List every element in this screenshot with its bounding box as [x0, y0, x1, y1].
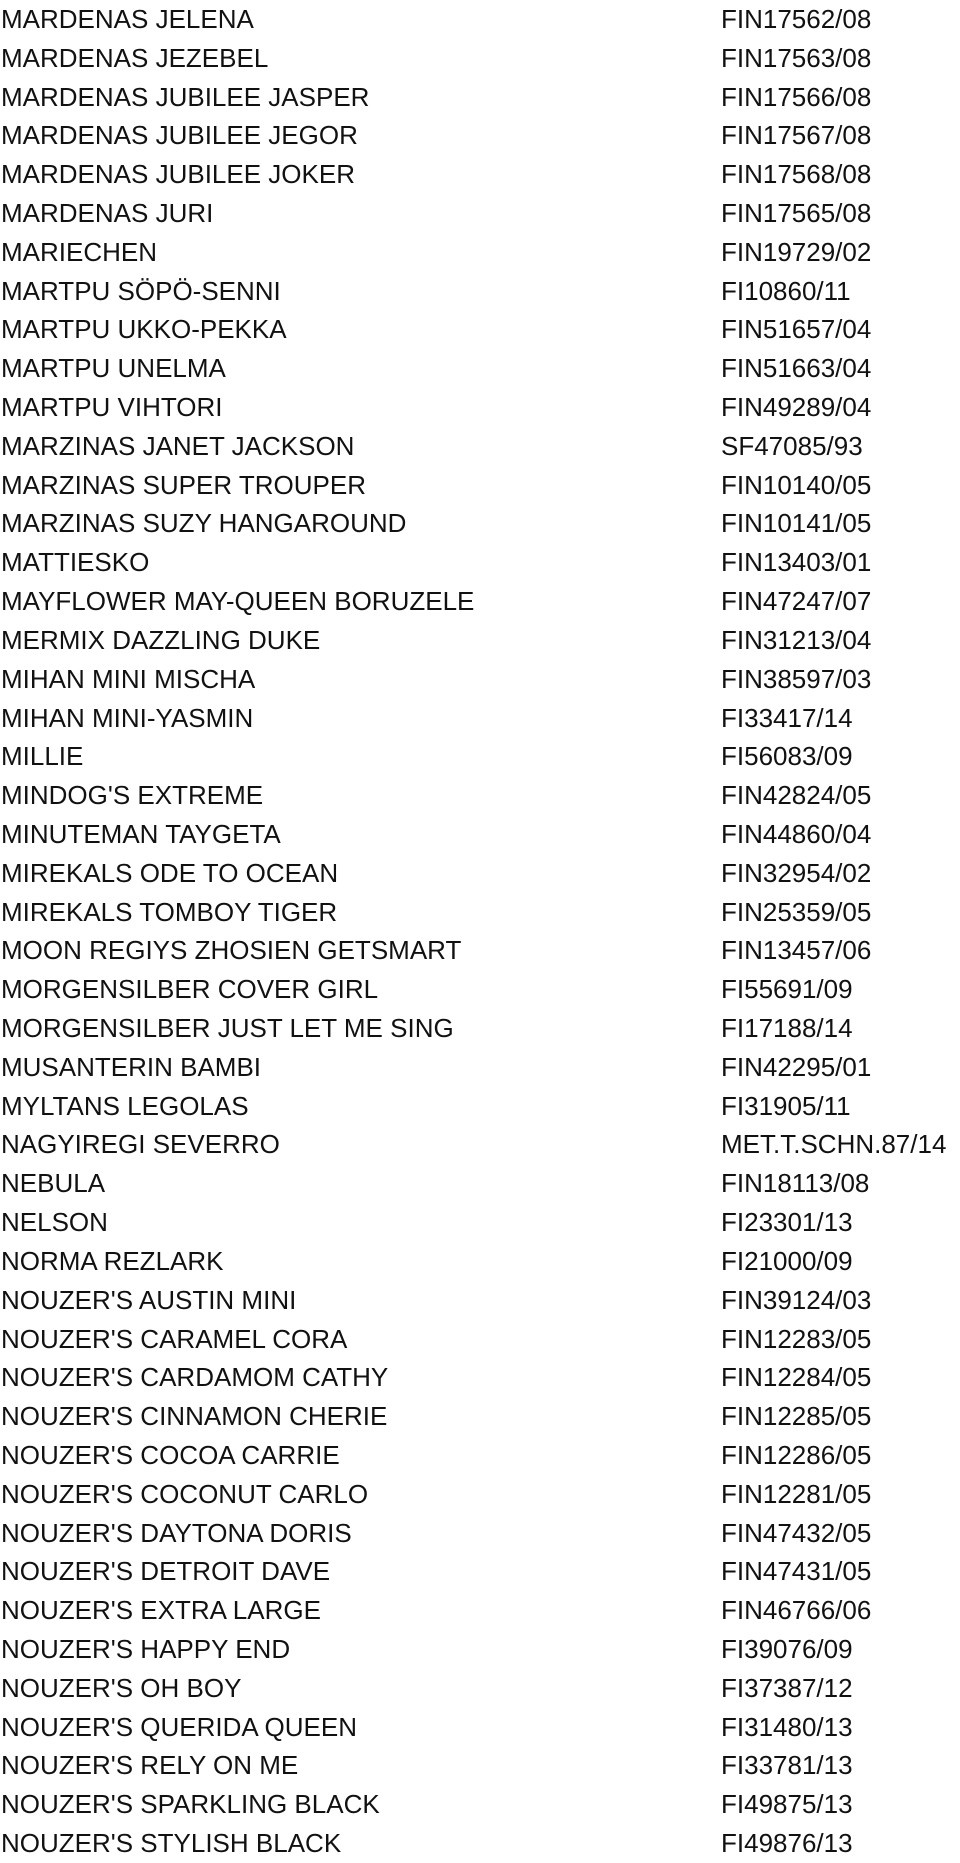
- list-item: [0, 466, 960, 505]
- registration-number: FIN19729/02: [721, 236, 872, 267]
- list-item: [0, 660, 960, 699]
- dog-name: MIHAN MINI-YASMIN: [1, 702, 254, 733]
- registration-number: FIN10140/05: [721, 469, 872, 500]
- list-item: [0, 1048, 960, 1087]
- list-item: [0, 311, 960, 350]
- list-item: [0, 1203, 960, 1242]
- list-item: [0, 427, 960, 466]
- list-item: [0, 1475, 960, 1514]
- dog-name: MILLIE: [1, 741, 84, 772]
- list-item: [0, 0, 960, 39]
- dog-name: MUSANTERIN BAMBI: [1, 1051, 262, 1082]
- registration-number: FIN17568/08: [721, 159, 872, 190]
- dog-name: MARZINAS SUZY HANGAROUND: [1, 508, 407, 539]
- list-item: [0, 582, 960, 621]
- dog-name: NAGYIREGI SEVERRO: [1, 1129, 280, 1160]
- dog-name: MIREKALS TOMBOY TIGER: [1, 896, 338, 927]
- dog-name: NOUZER'S CINNAMON CHERIE: [1, 1401, 388, 1432]
- dog-name: MIHAN MINI MISCHA: [1, 663, 256, 694]
- registration-number: FI31905/11: [721, 1090, 851, 1121]
- dog-name: MORGENSILBER JUST LET ME SING: [1, 1013, 454, 1044]
- list-item: [0, 39, 960, 78]
- list-item: [0, 854, 960, 893]
- registration-number: FIN18113/08: [721, 1168, 870, 1199]
- list-item: [0, 1669, 960, 1708]
- dog-name: MAYFLOWER MAY-QUEEN BORUZELE: [1, 586, 475, 617]
- dog-name: NOUZER'S HAPPY END: [1, 1634, 291, 1665]
- registration-number: FIN12286/05: [721, 1439, 872, 1470]
- dog-name: MATTIESKO: [1, 547, 150, 578]
- list-item: [0, 621, 960, 660]
- list-item: [0, 1320, 960, 1359]
- registration-number: FI31480/13: [721, 1711, 853, 1742]
- list-item: [0, 699, 960, 738]
- registration-number: FIN13403/01: [721, 547, 872, 578]
- dog-name: MINUTEMAN TAYGETA: [1, 818, 281, 849]
- registration-number: FIN17565/08: [721, 197, 872, 228]
- registration-number: FI33781/13: [721, 1750, 853, 1781]
- list-item: [0, 893, 960, 932]
- dog-name: NOUZER'S OH BOY: [1, 1672, 242, 1703]
- registration-number: FIN31213/04: [721, 624, 872, 655]
- dog-name: MARTPU UKKO-PEKKA: [1, 314, 287, 345]
- registration-number: FIN17567/08: [721, 120, 872, 151]
- list-item: [0, 1358, 960, 1397]
- registration-number: FI17188/14: [721, 1013, 853, 1044]
- dog-name: NOUZER'S STYLISH BLACK: [1, 1828, 342, 1859]
- dog-name: NOUZER'S CARAMEL CORA: [1, 1323, 348, 1354]
- registration-number: FIN51657/04: [721, 314, 872, 345]
- registration-number: FIN46766/06: [721, 1595, 872, 1626]
- registration-number: FI21000/09: [721, 1245, 853, 1276]
- dog-name: MARDENAS JUBILEE JEGOR: [1, 120, 358, 151]
- dog-name: MOON REGIYS ZHOSIEN GETSMART: [1, 935, 462, 966]
- list-item: [0, 815, 960, 854]
- dog-name: MARIECHEN: [1, 236, 158, 267]
- registration-number: FIN17562/08: [721, 3, 872, 34]
- dog-name: MERMIX DAZZLING DUKE: [1, 624, 321, 655]
- registration-number: FI49876/13: [721, 1828, 853, 1859]
- list-item: [0, 1242, 960, 1281]
- list-item: [0, 1281, 960, 1320]
- list-item: [0, 272, 960, 311]
- registration-number: FI37387/12: [721, 1672, 853, 1703]
- dog-name: NOUZER'S RELY ON ME: [1, 1750, 299, 1781]
- dog-name: MINDOG'S EXTREME: [1, 780, 264, 811]
- dog-name: NOUZER'S COCONUT CARLO: [1, 1478, 369, 1509]
- list-item: [0, 1164, 960, 1203]
- registration-number: FIN12285/05: [721, 1401, 872, 1432]
- dog-name: MARTPU UNELMA: [1, 353, 226, 384]
- list-item: [0, 78, 960, 117]
- list-item: [0, 543, 960, 582]
- list-item: [0, 1514, 960, 1553]
- dog-name: MARTPU VIHTORI: [1, 392, 223, 423]
- registration-number: FIN42824/05: [721, 780, 872, 811]
- dog-name: NOUZER'S QUERIDA QUEEN: [1, 1711, 358, 1742]
- list-item: [0, 388, 960, 427]
- dog-name: MARZINAS JANET JACKSON: [1, 430, 355, 461]
- dog-name: NOUZER'S AUSTIN MINI: [1, 1284, 297, 1315]
- list-item: [0, 1824, 960, 1863]
- registration-number: FI10860/11: [721, 275, 851, 306]
- registration-number: FIN47247/07: [721, 586, 872, 617]
- registration-number: FIN39124/03: [721, 1284, 872, 1315]
- registration-number: SF47085/93: [721, 430, 863, 461]
- list-item: [0, 1591, 960, 1630]
- dog-name: NOUZER'S CARDAMOM CATHY: [1, 1362, 389, 1393]
- registration-number: FIN32954/02: [721, 857, 872, 888]
- dog-name: MYLTANS LEGOLAS: [1, 1090, 249, 1121]
- list-item: [0, 505, 960, 544]
- dog-name: NOUZER'S COCOA CARRIE: [1, 1439, 340, 1470]
- list-item: [0, 1009, 960, 1048]
- dog-name: NORMA REZLARK: [1, 1245, 224, 1276]
- list-item: [0, 1087, 960, 1126]
- dog-name: MARDENAS JEZEBEL: [1, 42, 269, 73]
- registration-number: FI23301/13: [721, 1207, 853, 1238]
- registration-number: FI33417/14: [721, 702, 853, 733]
- list-item: [0, 1747, 960, 1786]
- registration-number: FI55691/09: [721, 974, 853, 1005]
- dog-name: MARDENAS JURI: [1, 197, 214, 228]
- list-item: [0, 116, 960, 155]
- registration-number: FIN38597/03: [721, 663, 872, 694]
- dog-name: MORGENSILBER COVER GIRL: [1, 974, 379, 1005]
- list-item: [0, 349, 960, 388]
- registration-number: FIN13457/06: [721, 935, 872, 966]
- list-item: [0, 1397, 960, 1436]
- registration-number: FIN47432/05: [721, 1517, 872, 1548]
- registration-number: FI39076/09: [721, 1634, 853, 1665]
- registration-number: FIN12283/05: [721, 1323, 872, 1354]
- list-item: [0, 194, 960, 233]
- list-item: [0, 1630, 960, 1669]
- dog-name: NEBULA: [1, 1168, 106, 1199]
- registration-number: FIN17566/08: [721, 81, 872, 112]
- registration-number: FIN12284/05: [721, 1362, 872, 1393]
- dog-name: NOUZER'S DETROIT DAVE: [1, 1556, 331, 1587]
- registration-number: FIN49289/04: [721, 392, 872, 423]
- dog-name: MARDENAS JUBILEE JASPER: [1, 81, 370, 112]
- list-item: [0, 155, 960, 194]
- list-item: [0, 1785, 960, 1824]
- dog-name: MIREKALS ODE TO OCEAN: [1, 857, 339, 888]
- list-item: [0, 1708, 960, 1747]
- dog-name: MARTPU SÖPÖ-SENNI: [1, 275, 281, 306]
- list-item: [0, 970, 960, 1009]
- dog-name: MARZINAS SUPER TROUPER: [1, 469, 367, 500]
- registration-number: FIN44860/04: [721, 818, 872, 849]
- registration-number: FIN12281/05: [721, 1478, 872, 1509]
- registration-number: FIN10141/05: [721, 508, 872, 539]
- list-item: [0, 737, 960, 776]
- dog-name: NOUZER'S EXTRA LARGE: [1, 1595, 321, 1626]
- list-item: [0, 1553, 960, 1592]
- dog-name: NELSON: [1, 1207, 108, 1238]
- registration-number: MET.T.SCHN.87/14: [721, 1129, 947, 1160]
- registration-number: FI56083/09: [721, 741, 853, 772]
- list-item: [0, 932, 960, 971]
- registration-number: FIN25359/05: [721, 896, 872, 927]
- registration-number: FIN17563/08: [721, 42, 872, 73]
- dog-name: MARDENAS JUBILEE JOKER: [1, 159, 355, 190]
- list-item: [0, 1436, 960, 1475]
- registration-number: FIN51663/04: [721, 353, 872, 384]
- registration-number: FIN42295/01: [721, 1051, 872, 1082]
- registration-number: FIN47431/05: [721, 1556, 872, 1587]
- registration-number: FI49875/13: [721, 1789, 853, 1820]
- list-item: [0, 776, 960, 815]
- dog-name: MARDENAS JELENA: [1, 3, 254, 34]
- dog-name: NOUZER'S SPARKLING BLACK: [1, 1789, 380, 1820]
- dog-name: NOUZER'S DAYTONA DORIS: [1, 1517, 352, 1548]
- list-item: [0, 233, 960, 272]
- list-item: [0, 1126, 960, 1165]
